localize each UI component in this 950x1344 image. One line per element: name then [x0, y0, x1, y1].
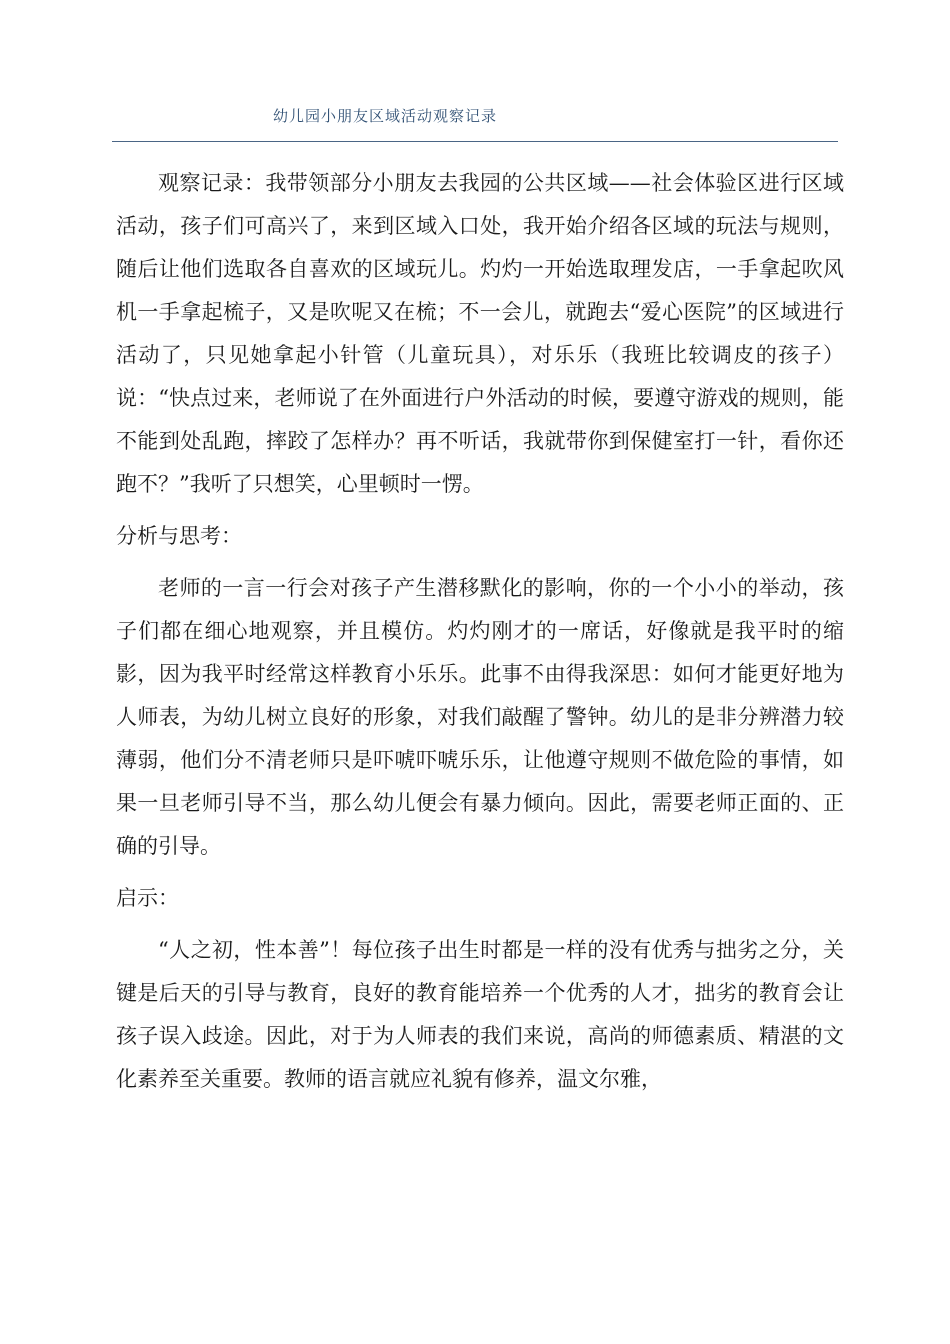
analysis-heading: 分析与思考： — [116, 524, 242, 548]
insight-heading: 启示： — [116, 886, 179, 910]
page-header-title: 幼儿园小朋友区域活动观察记录 — [273, 107, 498, 125]
header-divider — [112, 141, 838, 142]
observation-paragraph: 观察记录：我带领部分小朋友去我园的公共区域——社会体验区进行区域活动，孩子们可高兴了，来到区域入口处，我开始介绍各区域的玩法与规则，随后让他们选取各自喜欢的区域玩儿。灼灼一开始选取理发店，一手拿起吹风机一手拿起梳子，又是吹呢又在梳；不一会儿，就跑去“爱心医院”的区域进行活动了，只见她拿起小针管（儿童玩具），对乐乐（我班比较调皮的孩子）说：“快点过来，老师说了在外面进行户外活动的时候，要遵守游戏的规则，能不能到处乱跑，摔跤了怎样办？再不听话，我就带你到保健室打一针，看你还跑不？”我听了只想笑，心里顿时一愣。 — [116, 171, 844, 496]
document-body — [116, 162, 844, 1101]
analysis-paragraph: 老师的一言一行会对孩子产生潜移默化的影响，你的一个小小的举动，孩子们都在细心地观察，并且模仿。灼灼刚才的一席话，好像就是我平时的缩影，因为我平时经常这样教育小乐乐。此事不由得我深思：如何才能更好地为人师表，为幼儿树立良好的形象，对我们敲醒了警钟。幼儿的是非分辨潜力较薄弱，他们分不清老师只是吓唬吓唬乐乐，让他遵守规则不做危险的事情，如果一旦老师引导不当，那么幼儿便会有暴力倾向。因此，需要老师正面的、正确的引导。 — [116, 576, 844, 858]
insight-paragraph: “人之初，性本善”！每位孩子出生时都是一样的没有优秀与拙劣之分，关键是后天的引导与教育，良好的教育能培养一个优秀的人才，拙劣的教育会让孩子误入歧途。因此，对于为人师表的我们来说，高尚的师德素质、精湛的文化素养至关重要。教师的语言就应礼貌有修养，温文尔雅， — [116, 938, 844, 1091]
